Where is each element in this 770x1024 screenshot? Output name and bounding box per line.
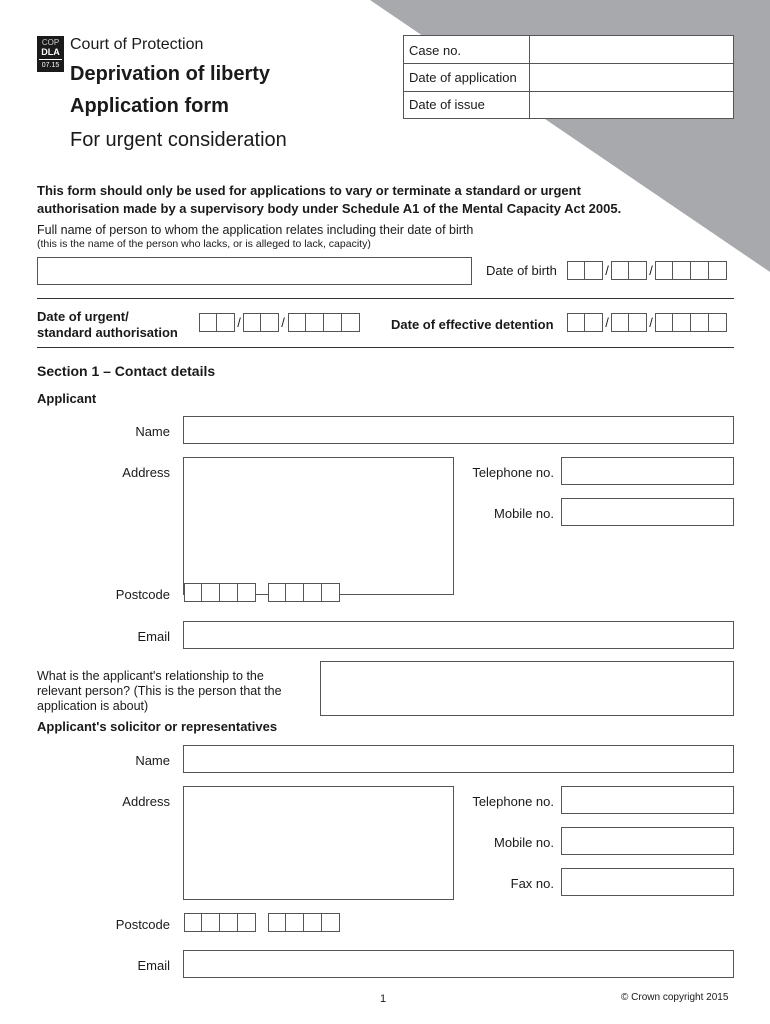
form-subtitle: For urgent consideration: [70, 129, 287, 151]
date-of-application-row: [404, 64, 733, 92]
solicitor-mobile-label: Mobile no.: [494, 835, 554, 850]
input-cell[interactable]: [691, 261, 709, 280]
input-cell[interactable]: [306, 313, 324, 332]
input-cell[interactable]: [199, 313, 217, 332]
input-cell[interactable]: [629, 313, 647, 332]
applicant-mobile-field[interactable]: [561, 498, 734, 526]
date-of-issue-label: Date of issue: [409, 97, 485, 112]
input-cell[interactable]: [184, 913, 202, 932]
input-cell[interactable]: [217, 313, 235, 332]
form-title-line2: Application form: [70, 95, 229, 117]
input-cell[interactable]: [202, 583, 220, 602]
dob-slash-2: /: [649, 263, 653, 278]
input-cell[interactable]: [261, 313, 279, 332]
input-cell[interactable]: [304, 583, 322, 602]
full-name-hint: (this is the name of the person who lacks, or is alleged to lack, capacity): [37, 238, 371, 250]
logo-divider: [39, 59, 62, 60]
full-name-field[interactable]: [37, 257, 472, 285]
input-cell[interactable]: [709, 261, 727, 280]
applicant-telephone-label: Telephone no.: [472, 465, 554, 480]
input-cell[interactable]: [322, 583, 340, 602]
input-cell[interactable]: [268, 583, 286, 602]
input-cell[interactable]: [655, 313, 673, 332]
date-of-issue-field[interactable]: [529, 92, 734, 118]
date-of-issue-row: [404, 92, 733, 118]
solicitor-heading: Applicant's solicitor or representatives: [37, 719, 278, 734]
input-cell[interactable]: [691, 313, 709, 332]
input-cell[interactable]: [611, 313, 629, 332]
input-cell[interactable]: [238, 583, 256, 602]
divider-2: [37, 347, 734, 348]
solicitor-postcode-label: Postcode: [115, 917, 170, 932]
input-cell[interactable]: [567, 261, 585, 280]
logo-cop: COP: [41, 38, 60, 47]
input-cell[interactable]: [655, 261, 673, 280]
relationship-label-1: What is the applicant's relationship to the: [37, 669, 264, 683]
input-cell[interactable]: [585, 261, 603, 280]
solicitor-fax-field[interactable]: [561, 868, 734, 896]
section1-heading: Section 1 – Contact details: [37, 363, 216, 379]
solicitor-postcode-part2[interactable]: [268, 913, 340, 932]
input-cell[interactable]: [220, 913, 238, 932]
applicant-postcode-part1[interactable]: [184, 583, 256, 602]
input-cell[interactable]: [611, 261, 629, 280]
relationship-label-3: application is about): [37, 699, 149, 713]
logo-dla: DLA: [41, 47, 60, 57]
input-cell[interactable]: [286, 583, 304, 602]
applicant-email-field[interactable]: [183, 621, 734, 649]
input-cell[interactable]: [324, 313, 342, 332]
urgent-auth-month-cells[interactable]: [243, 313, 279, 332]
solicitor-postcode-part1[interactable]: [184, 913, 256, 932]
relationship-label-2: relevant person? (This is the person that the: [37, 684, 282, 698]
form-logo: [37, 36, 64, 72]
divider-1: [37, 298, 734, 299]
copyright: © Crown copyright 2015: [621, 992, 729, 1003]
input-cell[interactable]: [184, 583, 202, 602]
form-title-line1: Deprivation of liberty: [70, 63, 271, 85]
date-of-application-label: Date of application: [409, 70, 517, 85]
detention-year-cells[interactable]: [655, 313, 727, 332]
relationship-field[interactable]: [320, 661, 734, 716]
solicitor-telephone-field[interactable]: [561, 786, 734, 814]
detention-month-cells[interactable]: [611, 313, 647, 332]
solicitor-address-field[interactable]: [183, 786, 454, 900]
applicant-address-label: Address: [122, 465, 170, 480]
urgent-auth-label-1: Date of urgent/: [37, 309, 129, 324]
applicant-heading: Applicant: [37, 391, 97, 406]
input-cell[interactable]: [286, 913, 304, 932]
input-cell[interactable]: [220, 583, 238, 602]
solicitor-mobile-field[interactable]: [561, 827, 734, 855]
solicitor-email-label: Email: [137, 958, 170, 973]
input-cell[interactable]: [304, 913, 322, 932]
input-cell[interactable]: [585, 313, 603, 332]
solicitor-address-label: Address: [122, 794, 170, 809]
urgent-auth-day-cells[interactable]: [199, 313, 235, 332]
input-cell[interactable]: [202, 913, 220, 932]
detention-slash-1: /: [605, 315, 609, 330]
office-use-box: [403, 35, 734, 119]
solicitor-fax-label: Fax no.: [510, 876, 554, 891]
dob-year-cells[interactable]: [655, 261, 727, 280]
input-cell[interactable]: [629, 261, 647, 280]
dob-slash-1: /: [605, 263, 609, 278]
input-cell[interactable]: [567, 313, 585, 332]
urgent-auth-year-cells[interactable]: [288, 313, 360, 332]
applicant-mobile-label: Mobile no.: [494, 506, 554, 521]
detention-slash-2: /: [649, 315, 653, 330]
dob-label: Date of birth: [486, 263, 557, 278]
date-of-application-field[interactable]: [529, 64, 734, 91]
case-no-label: Case no.: [409, 43, 462, 58]
input-cell[interactable]: [238, 913, 256, 932]
applicant-postcode-part2[interactable]: [268, 583, 340, 602]
solicitor-email-field[interactable]: [183, 950, 734, 978]
applicant-name-field[interactable]: [183, 416, 734, 444]
input-cell[interactable]: [673, 313, 691, 332]
solicitor-name-field[interactable]: [183, 745, 734, 773]
input-cell[interactable]: [342, 313, 360, 332]
urgent-slash-1: /: [237, 315, 241, 330]
urgent-auth-label-2: standard authorisation: [37, 325, 178, 340]
detention-day-cells[interactable]: [567, 313, 603, 332]
intro-line2: authorisation made by a supervisory body under Schedule A1 of the Mental Capacity Act 2005.: [37, 201, 622, 216]
case-no-row: [404, 36, 733, 64]
dob-day-cells[interactable]: [567, 261, 603, 280]
input-cell[interactable]: [673, 261, 691, 280]
logo-version: 07.15: [41, 62, 60, 69]
input-cell[interactable]: [709, 313, 727, 332]
solicitor-telephone-label: Telephone no.: [472, 794, 554, 809]
applicant-telephone-field[interactable]: [561, 457, 734, 485]
applicant-address-field[interactable]: [183, 457, 454, 595]
applicant-postcode-label: Postcode: [115, 587, 170, 602]
input-cell[interactable]: [322, 913, 340, 932]
case-no-field[interactable]: [529, 36, 734, 63]
effective-detention-label: Date of effective detention: [391, 317, 554, 332]
urgent-slash-2: /: [281, 315, 285, 330]
full-name-label: Full name of person to whom the application relates including their date of birth: [37, 223, 474, 237]
dob-month-cells[interactable]: [611, 261, 647, 280]
input-cell[interactable]: [268, 913, 286, 932]
input-cell[interactable]: [288, 313, 306, 332]
page-number: 1: [380, 993, 387, 1005]
applicant-email-label: Email: [137, 629, 170, 644]
intro-line1: This form should only be used for applications to vary or terminate a standard or urgent: [37, 183, 581, 198]
court-name: Court of Protection: [70, 36, 204, 53]
solicitor-name-label: Name: [135, 753, 170, 768]
applicant-name-label: Name: [135, 424, 170, 439]
input-cell[interactable]: [243, 313, 261, 332]
